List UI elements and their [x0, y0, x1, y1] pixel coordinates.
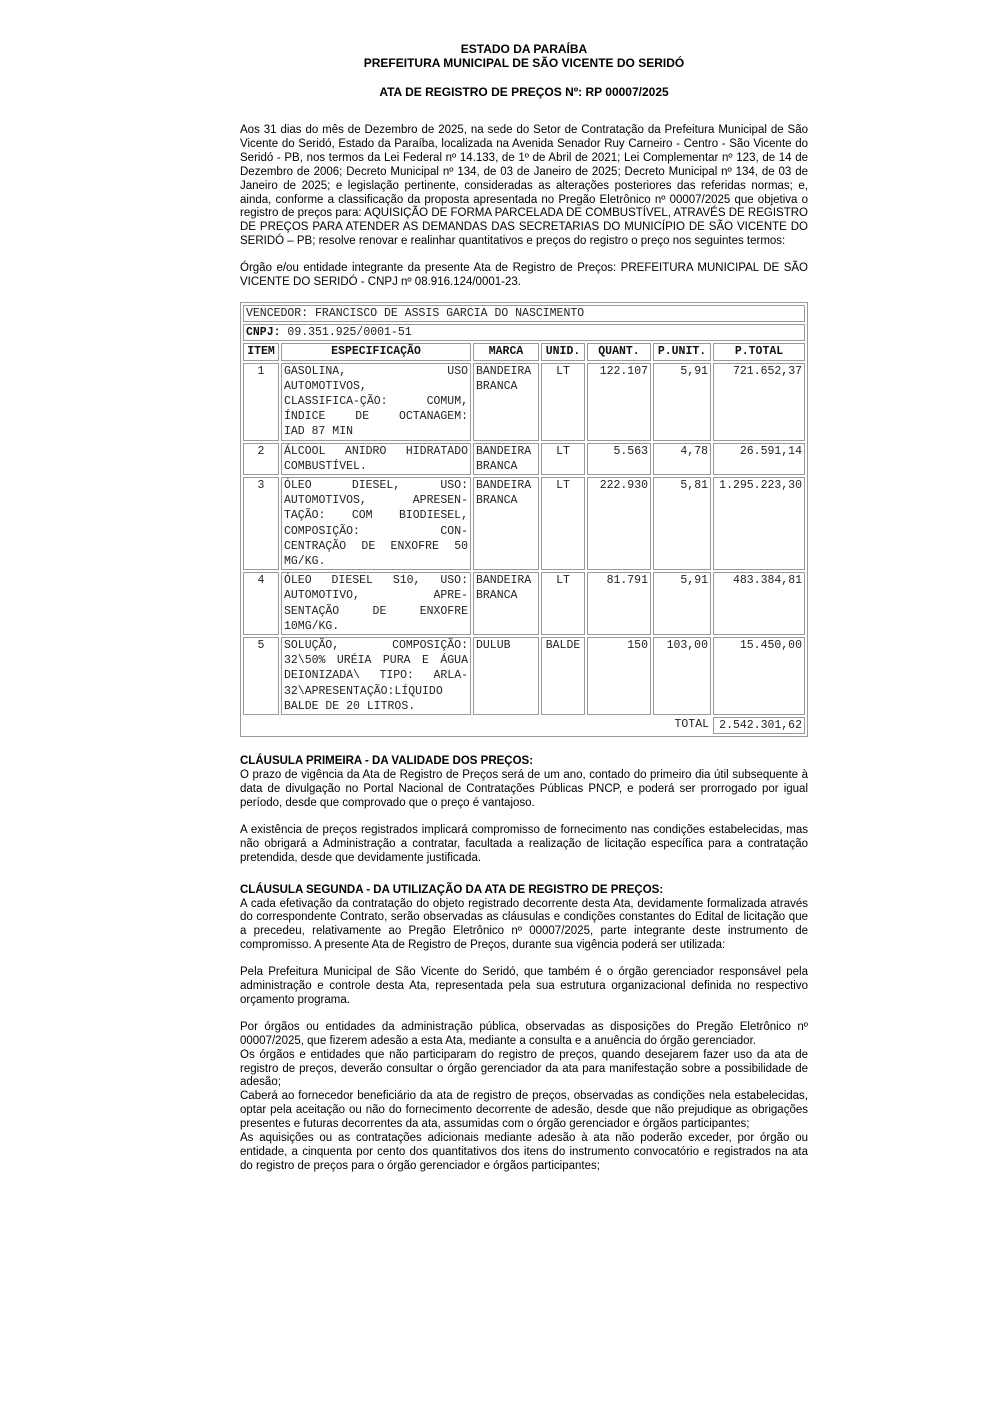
clause-2-paragraph-3: Por órgãos ou entidades da administração pública, observadas as disposições do Pregão Eletrônico nº 00007/2025, que fizerem adesão a esta Ata, mediante a consulta e a anuência do órgão gerenciador.: [240, 1020, 808, 1047]
clause-1-heading: CLÁUSULA PRIMEIRA - DA VALIDADE DOS PREÇOS:: [240, 755, 534, 768]
document-page: [240, 42, 808, 1174]
column-header-2: ESPECIFICAÇÃO: [281, 343, 471, 360]
brand-line: BANDEIRA: [476, 574, 532, 588]
specification-line: 32\APRESENTAÇÃO:LÍQUIDO: [284, 684, 443, 698]
grand-total-cell: 2.542.301,62: [713, 717, 805, 734]
vendor-row: [243, 305, 805, 322]
unit-cell: BALDE: [541, 637, 585, 715]
specification-line: ÓLEO DIESEL, USO:: [284, 479, 468, 492]
table-row: [243, 637, 805, 715]
specification-line: AUTOMOTIVOS, APRESEN-: [284, 494, 468, 508]
unit-price-cell: 5,81: [653, 477, 711, 570]
total-price-cell: 15.450,00: [713, 637, 805, 715]
item-number-cell: 4: [243, 572, 279, 635]
specification-line: SENTAÇÃO DE ENXOFRE: [284, 604, 468, 618]
column-header-row: [243, 343, 805, 360]
total-price-cell: 26.591,14: [713, 443, 805, 475]
unit-cell: LT: [541, 572, 585, 635]
brand-line: BANDEIRA: [476, 479, 532, 492]
specification-line: BALDE DE 20 LITROS.: [284, 699, 416, 713]
cnpj-cell: CNPJ: 09.351.925/0001-51: [243, 324, 805, 341]
table-row: [243, 477, 805, 570]
total-price-cell: 721.652,37: [713, 363, 805, 441]
price-registration-table: [240, 302, 808, 737]
document-title: ATA DE REGISTRO DE PREÇOS Nº: RP 00007/2025: [379, 85, 669, 99]
total-row: [243, 717, 805, 734]
item-number-cell: 2: [243, 443, 279, 475]
clause-2-paragraph-1: A cada efetivação da contratação do objeto registrado decorrente desta Ata, devidamente formalizada através do correspondente Contrato, serão observadas as cláusulas e condições constantes do Edital de licitação que a precedeu, relativamente ao Pregão Eletrônico nº 00007/2025, parte integrante deste instrumento de compromisso. A presente Ata de Registro de Preços, durante sua vigência poderá ser utilizada:: [240, 897, 808, 952]
specification-line: MG/KG.: [284, 555, 326, 569]
brand-cell: [473, 477, 539, 570]
clause-2-paragraph-4: Os órgãos e entidades que não participaram do registro de preços, quando desejarem fazer uso da ata de registro de preços, deverão consultar o órgão gerenciador da ata para manifestação sobre a possibilidade de adesão;: [240, 1048, 808, 1089]
clause-2-paragraph-5: Caberá ao fornecedor beneficiário da ata de registro de preços, observadas as condições nela estabelecidas, optar pela aceitação ou não do fornecimento decorrente de adesão, desde que não prejudique as obrigações presentes e futuras decorrentes da ata, assumidas com o órgão gerenciador e órgãos participantes;: [240, 1090, 808, 1131]
clause-1-paragraph-1: O prazo de vigência da Ata de Registro de Preços será de um ano, contado do primeiro dia útil subsequente à data de divulgação no Portal Nacional de Contratações Públicas PNCP, e poderá ser prorrogado por igual período, desde que comprovado que o preço é vantajoso.: [240, 769, 808, 809]
specification-line: AUTOMOTIVOS,: [284, 379, 367, 393]
unit-cell: LT: [541, 363, 585, 441]
preamble-paragraph: Aos 31 dias do mês de Dezembro de 2025, na sede do Setor de Contratação da Prefeitura Municipal de São Vicente do Seridó, Estado da Paraíba, localizada na Avenida Senador Ruy Carneiro - Centro - São Vicente do Seridó - PB, nos termos da Lei Federal nº 14.133, de 1º de Abril de 2021; Lei Complementar nº 123, de 14 de Dezembro de 2006; Decreto Municipal nº 134, de 03 de Janeiro de 2025; Decreto Municipal nº 134, de 03 de Janeiro de 2025; e legislação pertinente, consideradas as alterações posteriores das referidas normas; e, ainda, conforme a classificação da proposta apresentada no Pregão Eletrônico nº 00007/2025 que objetiva o registro de preços para: AQUISIÇÃO DE FORMA PARCELADA DE COMBUSTÍVEL, ATRAVÉS DE REGISTRO DE PREÇOS PARA ATENDER AS DEMANDAS DAS SECRETARIAS DO MUNICÍPIO DE SÃO VICENTE DO SERIDÓ – PB; resolve renovar e realinhar quantitativos e preços do registro o preço nos seguintes termos:: [240, 124, 808, 248]
unit-cell: LT: [541, 477, 585, 570]
specification-cell: [281, 572, 471, 635]
specification-line: IAD 87 MIN: [284, 425, 354, 439]
vendor-cell: VENCEDOR: FRANCISCO DE ASSIS GARCIA DO NASCIMENTO: [243, 305, 805, 322]
specification-line: DEIONIZADA\ TIPO: ARLA-: [284, 669, 468, 683]
quantity-cell: 222.930: [587, 477, 651, 570]
quantity-cell: 122.107: [587, 363, 651, 441]
table-row: [243, 443, 805, 475]
total-price-cell: 1.295.223,30: [713, 477, 805, 570]
cnpj-row: [243, 324, 805, 341]
table-row: [243, 363, 805, 441]
column-header-6: P.UNIT.: [653, 343, 711, 360]
managing-organ-paragraph: Órgão e/ou entidade integrante da presente Ata de Registro de Preços: PREFEITURA MUNICIPAL DE SÃO VICENTE DO SERIDÓ - CNPJ nº 08.916.124/0001-23.: [240, 262, 808, 289]
brand-line: BRANCA: [476, 494, 518, 508]
brand-cell: [473, 637, 539, 715]
specification-line: SOLUÇÃO, COMPOSIÇÃO:: [284, 639, 468, 653]
specification-cell: [281, 363, 471, 441]
specification-line: AUTOMOTIVO, APRE-: [284, 589, 468, 603]
column-header-4: UNID.: [541, 343, 585, 360]
specification-line: 32\50% URÉIA PURA E ÁGUA: [284, 654, 468, 668]
unit-price-cell: 5,91: [653, 572, 711, 635]
brand-line: BRANCA: [476, 589, 518, 603]
clause-2-paragraph-2: Pela Prefeitura Municipal de São Vicente do Seridó, que também é o órgão gerenciador responsável pela administração e controle desta Ata, representada pela sua estrutura organizacional definida no respectivo orçamento programa.: [240, 966, 808, 1006]
column-header-3: MARCA: [473, 343, 539, 360]
column-header-1: ITEM: [243, 343, 279, 360]
table-row: [243, 572, 805, 635]
specification-line: CLASSIFICA-ÇÃO: COMUM,: [284, 394, 468, 408]
item-number-cell: 1: [243, 363, 279, 441]
total-price-cell: 483.384,81: [713, 572, 805, 635]
brand-line: BANDEIRA: [476, 444, 532, 458]
item-number-cell: 3: [243, 477, 279, 570]
brand-cell: [473, 443, 539, 475]
clause-2-heading: CLÁUSULA SEGUNDA - DA UTILIZAÇÃO DA ATA DE REGISTRO DE PREÇOS:: [240, 883, 664, 896]
brand-line: BRANCA: [476, 459, 518, 473]
unit-price-cell: 4,78: [653, 443, 711, 475]
column-header-7: P.TOTAL: [713, 343, 805, 360]
quantity-cell: 81.791: [587, 572, 651, 635]
quantity-cell: 5.563: [587, 443, 651, 475]
specification-line: COMPOSIÇÃO: CON-: [284, 524, 468, 538]
specification-line: COMBUSTÍVEL.: [284, 459, 367, 473]
quantity-cell: 150: [587, 637, 651, 715]
specification-line: ÍNDICE DE OCTANAGEM:: [284, 410, 468, 424]
specification-line: ÁLCOOL ANIDRO HIDRATADO: [284, 444, 468, 458]
unit-price-cell: 5,91: [653, 363, 711, 441]
specification-line: ÓLEO DIESEL S10, USO:: [284, 574, 468, 588]
specification-cell: [281, 443, 471, 475]
item-number-cell: 5: [243, 637, 279, 715]
clause-1-paragraph-2: A existência de preços registrados implicará compromisso de fornecimento nas condições estabelecidas, mas não obrigará a Administração a contratar, facultada a realização de licitação específica para a contratação pretendida, desde que devidamente justificada.: [240, 823, 808, 864]
brand-line: DULUB: [476, 639, 511, 653]
specification-line: TAÇÃO: COM BIODIESEL,: [284, 509, 468, 523]
state-name: ESTADO DA PARAÍBA: [460, 42, 588, 56]
cnpj-label: CNPJ:: [246, 326, 281, 340]
unit-cell: LT: [541, 443, 585, 475]
municipality-name: PREFEITURA MUNICIPAL DE SÃO VICENTE DO SERIDÓ: [363, 56, 685, 70]
brand-line: BRANCA: [476, 379, 518, 393]
specification-cell: [281, 637, 471, 715]
specification-line: GASOLINA, USO: [284, 364, 468, 378]
specification-line: 10MG/KG.: [284, 619, 340, 633]
specification-cell: [281, 477, 471, 570]
brand-line: BANDEIRA: [476, 364, 532, 378]
brand-cell: [473, 572, 539, 635]
unit-price-cell: 103,00: [653, 637, 711, 715]
total-label-cell: TOTAL: [674, 718, 709, 732]
clause-2-paragraph-6: As aquisições ou as contratações adicionais mediante adesão à ata não poderão exceder, por órgão ou entidade, a cinquenta por cento dos quantitativos dos itens do instrumento convocatório e registrados na ata do registro de preços para o órgão gerenciador e órgãos participantes;: [240, 1132, 808, 1172]
specification-line: CENTRAÇÃO DE ENXOFRE 50: [284, 539, 468, 553]
brand-cell: [473, 363, 539, 441]
letterhead: [240, 42, 808, 70]
column-header-5: QUANT.: [587, 343, 651, 360]
